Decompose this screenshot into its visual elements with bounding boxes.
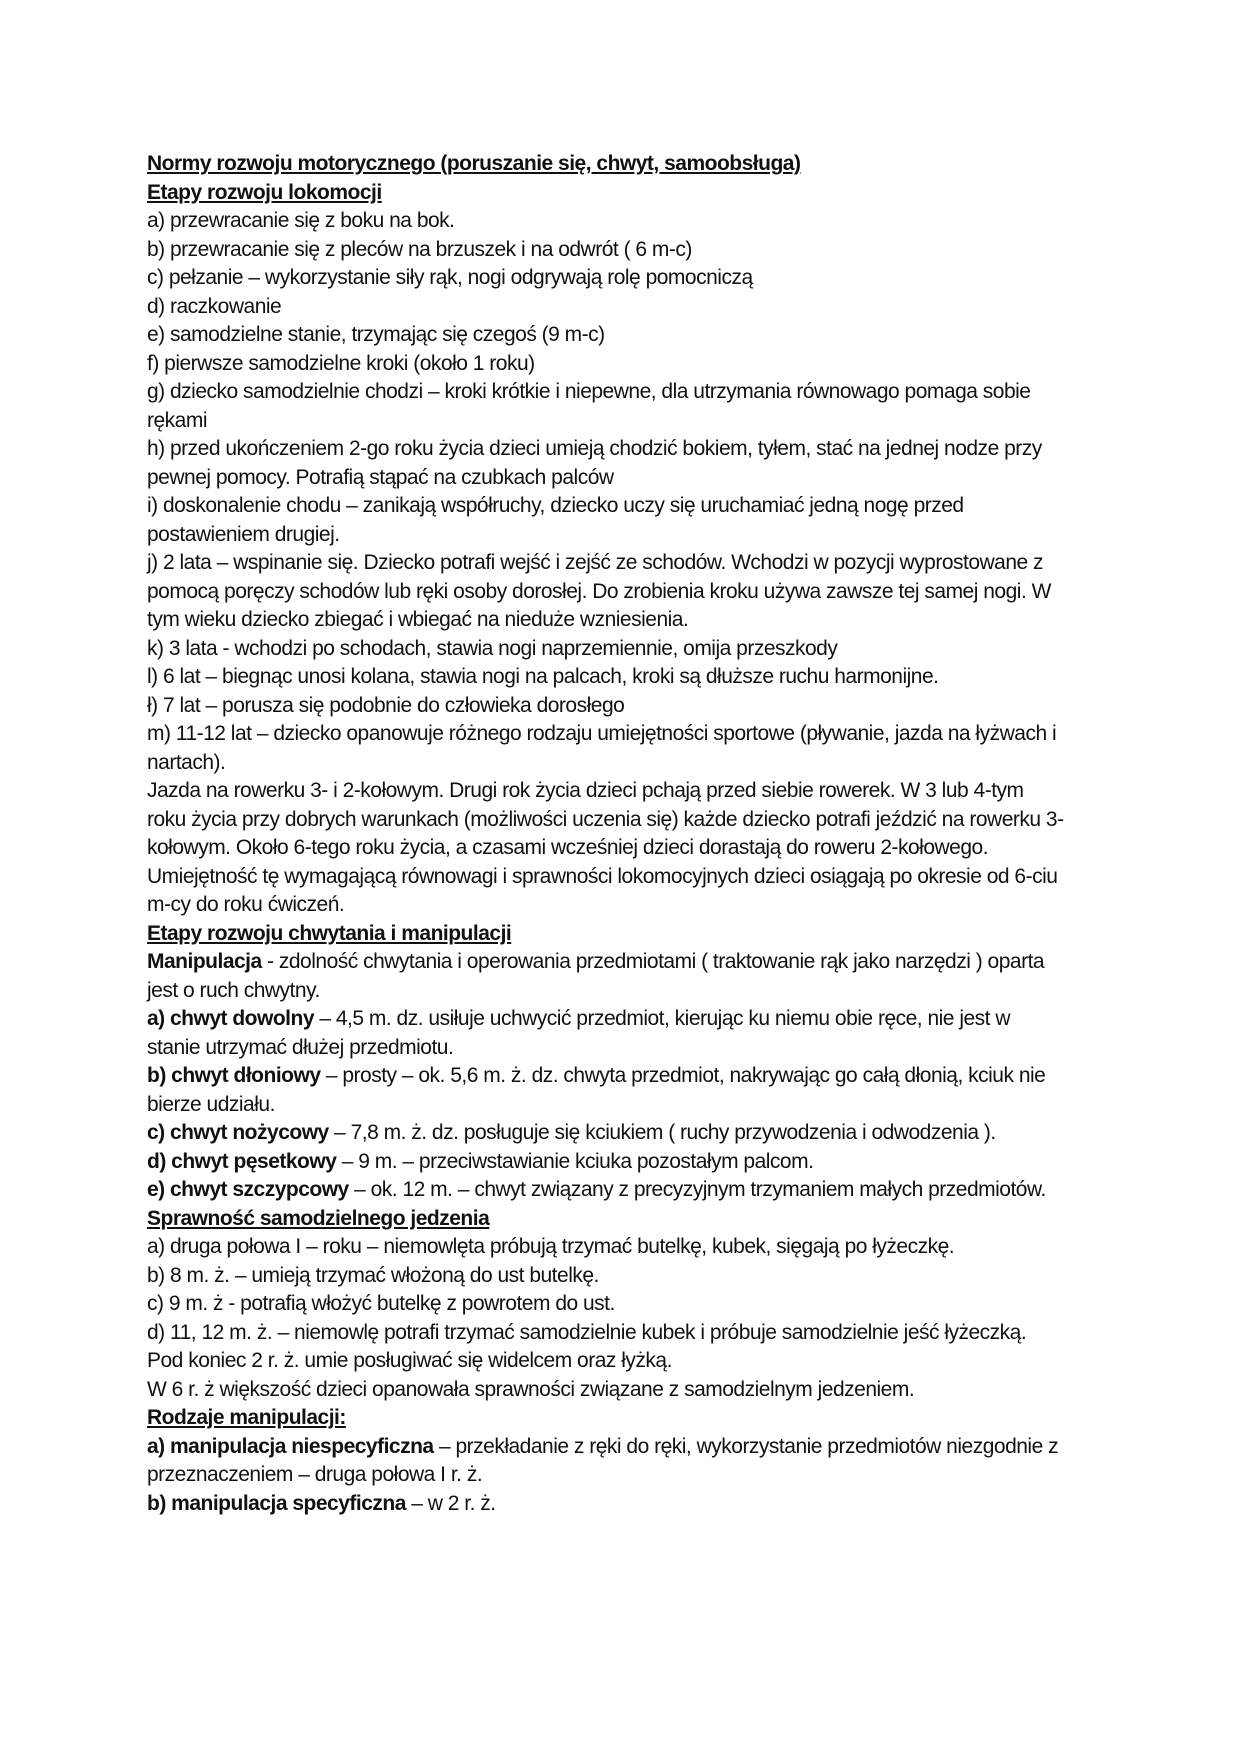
text-line: przeznaczeniem – druga połowa I r. ż. [147,1463,483,1486]
definition: – 4,5 m. dz. usiłuje uchwycić przedmiot, kierując ku niemu obie ręce, nie jest w [314,1007,1011,1030]
text-line [147,1176,1097,1205]
text-line: e) samodzielne stanie, trzymając się czegoś (9 m-c) [147,323,605,346]
text-line: postawieniem drugiej. [147,522,340,546]
text-line: m-cy do roku ćwiczeń. [147,893,345,916]
definition: – 9 m. – przeciwstawianie kciuka pozostałym palcom. [336,1149,814,1173]
text-line: h) przed ukończeniem 2-go roku życia dzieci umieją chodzić bokiem, tyłem, stać na jednej nodze przy [147,437,1042,460]
text-line [147,1490,1097,1519]
text-line: kołowym. Około 6-tego roku życia, a czasami wcześniej dzieci dorastają do roweru 2-kołowego. [147,836,989,859]
document-title: Normy rozwoju motorycznego (poruszanie się, chwyt, samoobsługa) [147,152,801,175]
text-line: rękami [147,408,208,432]
term: a) manipulacja niespecyficzna [147,1434,434,1458]
text-line: f) pierwsze samodzielne kroki (około 1 roku) [147,351,535,375]
text-line: stanie utrzymać dłużej przedmiotu. [147,1035,454,1059]
text-line [147,1148,1097,1177]
definition: – w 2 r. ż. [405,1491,496,1515]
text-line: k) 3 lata - wchodzi po schodach, stawia nogi naprzemiennie, omija przeszkody [147,636,838,660]
definition: – ok. 12 m. – chwyt związany z precyzyjnym trzymaniem małych przedmiotów. [348,1178,1046,1201]
text-line: c) 9 m. ż - potrafią włożyć butelkę z powrotem do ust. [147,1292,615,1315]
text-line: Jazda na rowerku 3- i 2-kołowym. Drugi rok życia dzieci pchają przed siebie rowerek. W 3 lub 4-tym [147,779,1024,802]
term: e) chwyt szczypcowy [147,1178,349,1201]
definition: – przekładanie z ręki do ręki, wykorzystanie przedmiotów niezgodnie z [433,1434,1059,1458]
text-line: d) 11, 12 m. ż. – niemowlę potrafi trzymać samodzielnie kubek i próbuje samodzielnie jeść łyżeczką. [147,1320,1027,1344]
manipulation-list [147,1433,1097,1519]
text-line: Umiejętność tę wymagającą równowagi i sprawności lokomocyjnych dzieci osiągają po okresie od 6-ciu [147,864,1058,888]
text-line [147,948,1097,977]
text-line: i) doskonalenie chodu – zanikają współruchy, dziecko uczy się uruchamiać jedną nogę przed [147,494,964,517]
text-line: c) pełzanie – wykorzystanie siły rąk, nogi odgrywają rolę pomocniczą [147,266,753,289]
term: a) chwyt dowolny [147,1007,315,1030]
term: b) manipulacja specyficzna [147,1491,406,1515]
text-line: l) 6 lat – biegnąc unosi kolana, stawia nogi na palcach, kroki są dłuższe ruchu harmonijne. [147,665,939,688]
text-line [147,1062,1097,1091]
definition: – 7,8 m. ż. dz. posługuje się kciukiem ( ruchy przywodzenia i odwodzenia ). [328,1121,996,1144]
text-line: nartach). [147,750,226,774]
definition: – prosty – ok. 5,6 m. ż. dz. chwyta przedmiot, nakrywając go całą dłonią, kciuk nie [320,1064,1046,1087]
text-line: m) 11-12 lat – dziecko opanowuje różnego rodzaju umiejętności sportowe (pływanie, jazda na łyżwach i [147,722,1057,745]
text-line: bierze udziału. [147,1092,275,1116]
text-line: b) przewracanie się z pleców na brzuszek i na odwrót ( 6 m-c) [147,237,692,261]
text-line: W 6 r. ż większość dzieci opanowała sprawności związane z samodzielnym jedzeniem. [147,1377,915,1401]
text-line: jest o ruch chwytny. [147,978,320,1002]
text-line: a) przewracanie się z boku na bok. [147,209,455,232]
section-heading-manipulation: Rodzaje manipulacji: [147,1406,346,1429]
text-line: a) druga połowa I – roku – niemowlęta próbują trzymać butelkę, kubek, sięgają po łyżeczkę. [147,1235,955,1258]
text-line: tym wieku dziecko zbiegać i wbiegać na nieduże wzniesienia. [147,608,689,631]
document-page [147,150,1097,1518]
text-line [147,1119,1097,1148]
term: b) chwyt dłoniowy [147,1064,321,1087]
text-line: pewnej pomocy. Potrafią stąpać na czubkach palców [147,465,614,489]
term: d) chwyt pęsetkowy [147,1149,337,1173]
section-heading-grasping: Etapy rozwoju chwytania i manipulacji [147,921,512,945]
text-line: Pod koniec 2 r. ż. umie posługiwać się widelcem oraz łyżką. [147,1349,672,1372]
eating-list [147,1233,1097,1404]
grasping-list [147,948,1097,1205]
definition: - zdolność chwytania i operowania przedmiotami ( traktowanie rąk jako narzędzi ) oparta [261,950,1045,973]
term: Manipulacja [147,950,262,973]
section-heading-eating: Sprawność samodzielnego jedzenia [147,1206,490,1230]
text-line: g) dziecko samodzielnie chodzi – kroki krótkie i niepewne, dla utrzymania równowago pomaga sobie [147,380,1031,403]
text-line [147,1005,1097,1034]
text-line [147,1433,1097,1462]
locomotion-list [147,207,1097,920]
text-line: j) 2 lata – wspinanie się. Dziecko potrafi wejść i zejść ze schodów. Wchodzi w pozycji wyprostowane z [147,551,1044,574]
text-line: b) 8 m. ż. – umieją trzymać włożoną do ust butelkę. [147,1263,599,1287]
term: c) chwyt nożycowy [147,1121,329,1144]
section-heading-locomotion: Etapy rozwoju lokomocji [147,180,382,204]
text-line: ł) 7 lat – porusza się podobnie do człowieka dorosłego [147,693,625,717]
text-line: pomocą poręczy schodów lub ręki osoby dorosłej. Do zrobienia kroku używa zawsze tej samej nogi. W [147,579,1051,603]
text-line: roku życia przy dobrych warunkach (możliwości uczenia się) każde dziecko potrafi jeździć na rowerku 3- [147,807,1064,831]
text-line: d) raczkowanie [147,294,282,318]
